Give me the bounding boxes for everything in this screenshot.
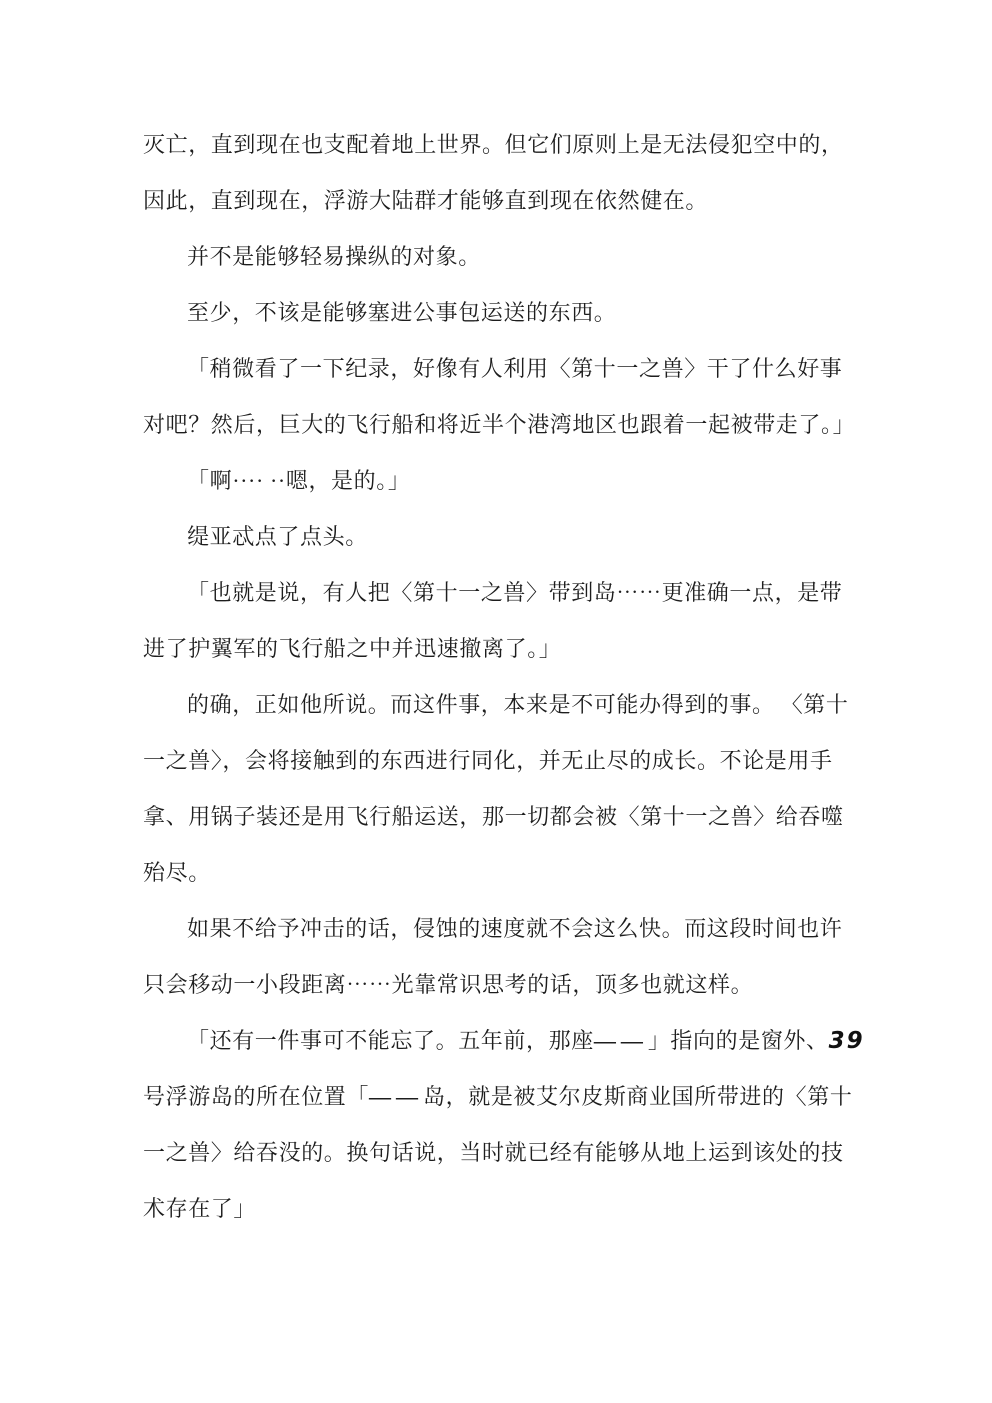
text-segment: 至少，不该是能够塞进公事包运送的东西。 (187, 300, 617, 325)
text-segment: 「啊···· ··嗯，是的。」 (187, 468, 411, 493)
text-segment: 岛，就是被艾尔皮斯商业国所带进的〈第十 (423, 1084, 853, 1109)
text-segment: 号浮游岛的所在位置「 (143, 1084, 370, 1109)
text-segment: 「稍微看了一下纪录，好像有人利用〈第十一之兽〉干了什么好事 (187, 356, 843, 381)
text-line (143, 117, 915, 173)
bold-em-dash: —— (369, 1084, 424, 1109)
text-segment: 对吧？然后，巨大的飞行船和将近半个港湾地区也跟着一起被带走了。」 (143, 412, 856, 437)
text-segment: 进了护翼军的飞行船之中并迅速撤离了。」 (143, 636, 562, 661)
text-line (143, 1125, 915, 1181)
text-segment: 如果不给予冲击的话，侵蚀的速度就不会这么快。而这段时间也许 (187, 916, 843, 941)
text-line (143, 621, 915, 677)
text-line (143, 285, 915, 341)
text-segment: 「还有一件事可不能忘了。五年前，那座 (187, 1028, 594, 1053)
text-segment: 因此，直到现在，浮游大陆群才能够直到现在依然健在。 (143, 188, 709, 213)
text-line (143, 1181, 915, 1237)
text-block (143, 117, 915, 1237)
text-segment: 拿、用锅子装还是用飞行船运送，那一切都会被〈第十一之兽〉给吞噬 (143, 804, 844, 829)
text-line (143, 789, 915, 845)
text-line (143, 509, 915, 565)
text-line (143, 1013, 915, 1069)
text-line (143, 565, 915, 621)
text-segment: 」指向的是窗外、 (647, 1028, 829, 1053)
text-segment: 灭亡，直到现在也支配着地上世界。但它们原则上是无法侵犯空中的， (143, 132, 844, 157)
text-segment: 一之兽〉，会将接触到的东西进行同化，并无止尽的成长。不论是用手 (143, 748, 833, 773)
text-segment: 缇亚忒点了点头。 (187, 524, 368, 549)
text-segment: 并不是能够轻易操纵的对象。 (187, 244, 481, 269)
text-line (143, 677, 915, 733)
text-line (143, 173, 915, 229)
text-line (143, 733, 915, 789)
text-segment: 术存在了」 (143, 1196, 257, 1221)
text-line (143, 901, 915, 957)
text-segment: 一之兽〉给吞没的。换句话说，当时就已经有能够从地上运到该处的技 (143, 1140, 844, 1165)
text-line (143, 397, 915, 453)
text-line (143, 845, 915, 901)
text-line (143, 341, 915, 397)
text-line (143, 1069, 915, 1125)
text-line (143, 453, 915, 509)
text-line (143, 229, 915, 285)
text-segment: 「也就是说，有人把〈第十一之兽〉带到岛⋯⋯更准确一点，是带 (187, 580, 843, 605)
island-number: 39 (828, 1028, 865, 1054)
text-segment: 殆尽。 (143, 860, 211, 885)
bold-em-dash: —— (593, 1028, 648, 1053)
text-line (143, 957, 915, 1013)
text-segment: 的确，正如他所说。而这件事，本来是不可能办得到的事。 〈第十 (187, 692, 849, 717)
text-segment: 只会移动一小段距离⋯⋯光靠常识思考的话，顶多也就这样。 (143, 972, 754, 997)
